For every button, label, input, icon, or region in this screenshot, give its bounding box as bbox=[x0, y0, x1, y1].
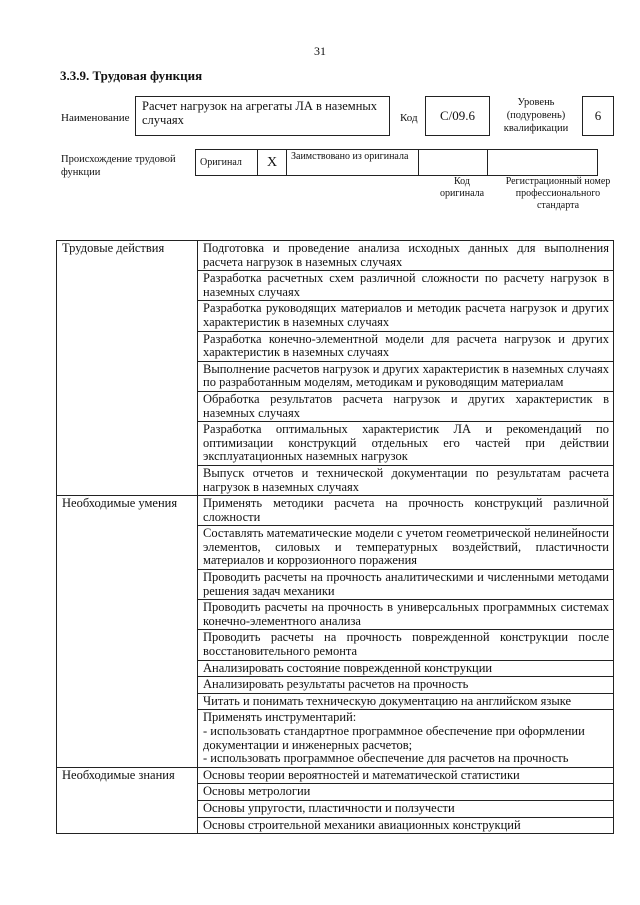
level-label: Уровень (подуровень) квалификации bbox=[503, 97, 569, 134]
item-cell: Основы строительной механики авиационных конструкций bbox=[198, 817, 614, 834]
level-value-box: 6 bbox=[582, 96, 614, 136]
item-cell: Анализировать состояние поврежденной конструкции bbox=[198, 660, 614, 677]
item-cell: Разработка руководящих материалов и методик расчета нагрузок и других характеристик в наземных случаях bbox=[198, 301, 614, 331]
item-line: - использовать программное обеспечение для расчетов на прочность bbox=[203, 751, 569, 766]
item-cell: Проводить расчеты на прочность аналитическими и численными методами решения задач механики bbox=[198, 570, 614, 600]
page-number: 31 bbox=[314, 44, 326, 58]
original-code-cell bbox=[419, 150, 488, 176]
item-cell: Разработка оптимальных характеристик ЛА и рекомендаций по оптимизации конструкций отдельных его частей при действии эксплуатационных наземных нагрузок bbox=[198, 422, 614, 466]
section-title: 3.3.9. Трудовая функция bbox=[60, 68, 203, 83]
original-label: Оригинал bbox=[196, 150, 258, 176]
category-cell: Необходимые умения bbox=[57, 496, 198, 768]
origin-table bbox=[195, 149, 598, 176]
table-row bbox=[57, 241, 614, 271]
item-cell: Читать и понимать техническую документацию на английском языке bbox=[198, 693, 614, 710]
table-row bbox=[57, 496, 614, 526]
item-cell: Проводить расчеты на прочность в универсальных программных системах конечно-элементного анализа bbox=[198, 600, 614, 630]
item-cell: Применять методики расчета на прочность конструкций различной сложности bbox=[198, 496, 614, 526]
item-line: Применять инструментарий: bbox=[203, 710, 357, 725]
reg-number-cell bbox=[488, 150, 598, 176]
code-label: Код bbox=[400, 112, 418, 124]
reg-number-label: Регистрационный номер профессионального стандарта bbox=[505, 176, 611, 211]
item-cell: Обработка результатов расчета нагрузок и других характеристик в наземных случаях bbox=[198, 391, 614, 421]
item-cell: Выполнение расчетов нагрузок и других характеристик в наземных случаях по разработанным моделям, методикам и руководящим материалам bbox=[198, 361, 614, 391]
item-cell: Анализировать результаты расчетов на прочность bbox=[198, 677, 614, 694]
category-cell: Необходимые знания bbox=[57, 767, 198, 833]
item-cell: Подготовка и проведение анализа исходных данных для выполнения расчета нагрузок в наземных случаях bbox=[198, 241, 614, 271]
item-cell: Основы теории вероятностей и математической статистики bbox=[198, 767, 614, 784]
borrowed-label: Заимствовано из оригинала bbox=[287, 150, 419, 176]
name-label: Наименование bbox=[61, 112, 130, 124]
item-cell: Разработка конечно-элементной модели для расчета нагрузок и других характеристик в наземных случаях bbox=[198, 331, 614, 361]
item-cell: Выпуск отчетов и технической документации по результатам расчета нагрузок в наземных случаях bbox=[198, 465, 614, 495]
item-cell: Основы упругости, пластичности и ползучести bbox=[198, 800, 614, 817]
original-code-label: Код оригинала bbox=[439, 176, 485, 199]
function-code-box: C/09.6 bbox=[425, 96, 490, 136]
original-mark: X bbox=[258, 150, 287, 176]
item-cell bbox=[198, 710, 614, 767]
item-cell: Проводить расчеты на прочность поврежденной конструкции после восстановительного ремонта bbox=[198, 630, 614, 660]
function-details-table bbox=[56, 240, 614, 834]
origin-label: Происхождение трудовой функции bbox=[61, 154, 176, 178]
function-details-body bbox=[57, 241, 614, 834]
table-row bbox=[57, 767, 614, 784]
item-cell: Основы метрологии bbox=[198, 784, 614, 801]
item-cell: Составлять математические модели с учетом геометрической нелинейности элементов, силовых и температурных воздействий, пластичности материалов и коррозионного поражения bbox=[198, 526, 614, 570]
function-name-box: Расчет нагрузок на агрегаты ЛА в наземных случаях bbox=[135, 96, 390, 136]
item-line: - использовать стандартное программное обеспечение при оформлении документации и инженерных расчетов; bbox=[203, 724, 585, 752]
category-cell: Трудовые действия bbox=[57, 241, 198, 496]
item-cell: Разработка расчетных схем различной сложности по расчету нагрузок в наземных случаях bbox=[198, 271, 614, 301]
